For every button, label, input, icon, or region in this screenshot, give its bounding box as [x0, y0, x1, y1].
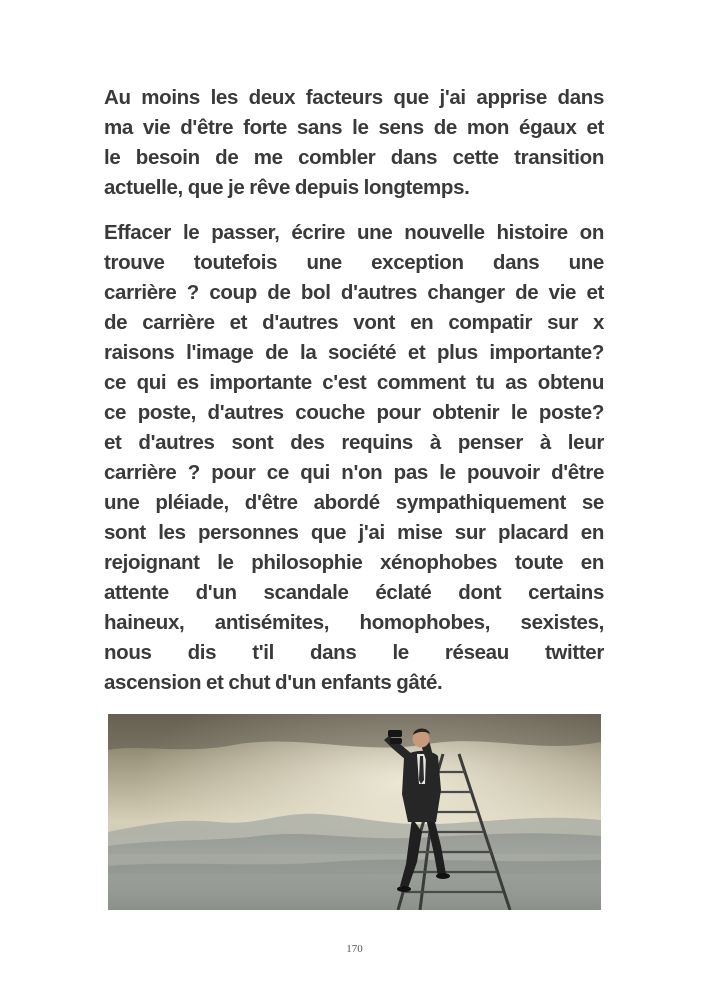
paragraph-line: carrière ? pour ce qui n'on pas le pouvoir d'être: [104, 461, 604, 484]
paragraph-line: Au moins les deux facteurs que j'ai apprise dans: [104, 86, 604, 109]
paragraph-line: nous dis t'il dans le réseau twitter: [104, 641, 604, 664]
paragraph-line: le besoin de me combler dans cette transition: [104, 146, 604, 169]
paragraph-line: raisons l'image de la société et plus importante?: [104, 341, 604, 364]
paragraph-line: rejoignant le philosophie xénophobes toute en: [104, 551, 604, 574]
paragraph-line: une pléiade, d'être abordé sympathiquement se: [104, 491, 604, 514]
paragraph-line: de carrière et d'autres vont en compatir sur x: [104, 311, 604, 334]
paragraph-line: haineux, antisémites, homophobes, sexistes,: [104, 611, 604, 634]
paragraph-line: attente d'un scandale éclaté dont certains: [104, 581, 604, 604]
paragraph-line: carrière ? coup de bol d'autres changer de vie et: [104, 281, 604, 304]
paragraph-line: trouve toutefois une exception dans une: [104, 251, 604, 274]
paragraph-line: ascension et chut d'un enfants gâté.: [104, 671, 443, 694]
paragraph-line: ce poste, d'autres couche pour obtenir le poste?: [104, 401, 604, 424]
man-on-ladder-photo: [108, 714, 601, 910]
paragraph-line: sont les personnes que j'ai mise sur placard en: [104, 521, 604, 544]
paragraph-line: ma vie d'être forte sans le sens de mon égaux et: [104, 116, 604, 139]
paragraph-line: et d'autres sont des requins à penser à leur: [104, 431, 604, 454]
paragraph-2: [104, 218, 604, 698]
page-number: 170: [346, 943, 363, 955]
paragraph-line: Effacer le passer, écrire une nouvelle histoire on: [104, 221, 604, 244]
paragraph-line: ce qui es importante c'est comment tu as obtenu: [104, 371, 604, 394]
paragraph-1: [104, 83, 604, 203]
photo-illustration: [108, 714, 601, 910]
paragraph-line: actuelle, que je rêve depuis longtemps.: [104, 176, 470, 199]
